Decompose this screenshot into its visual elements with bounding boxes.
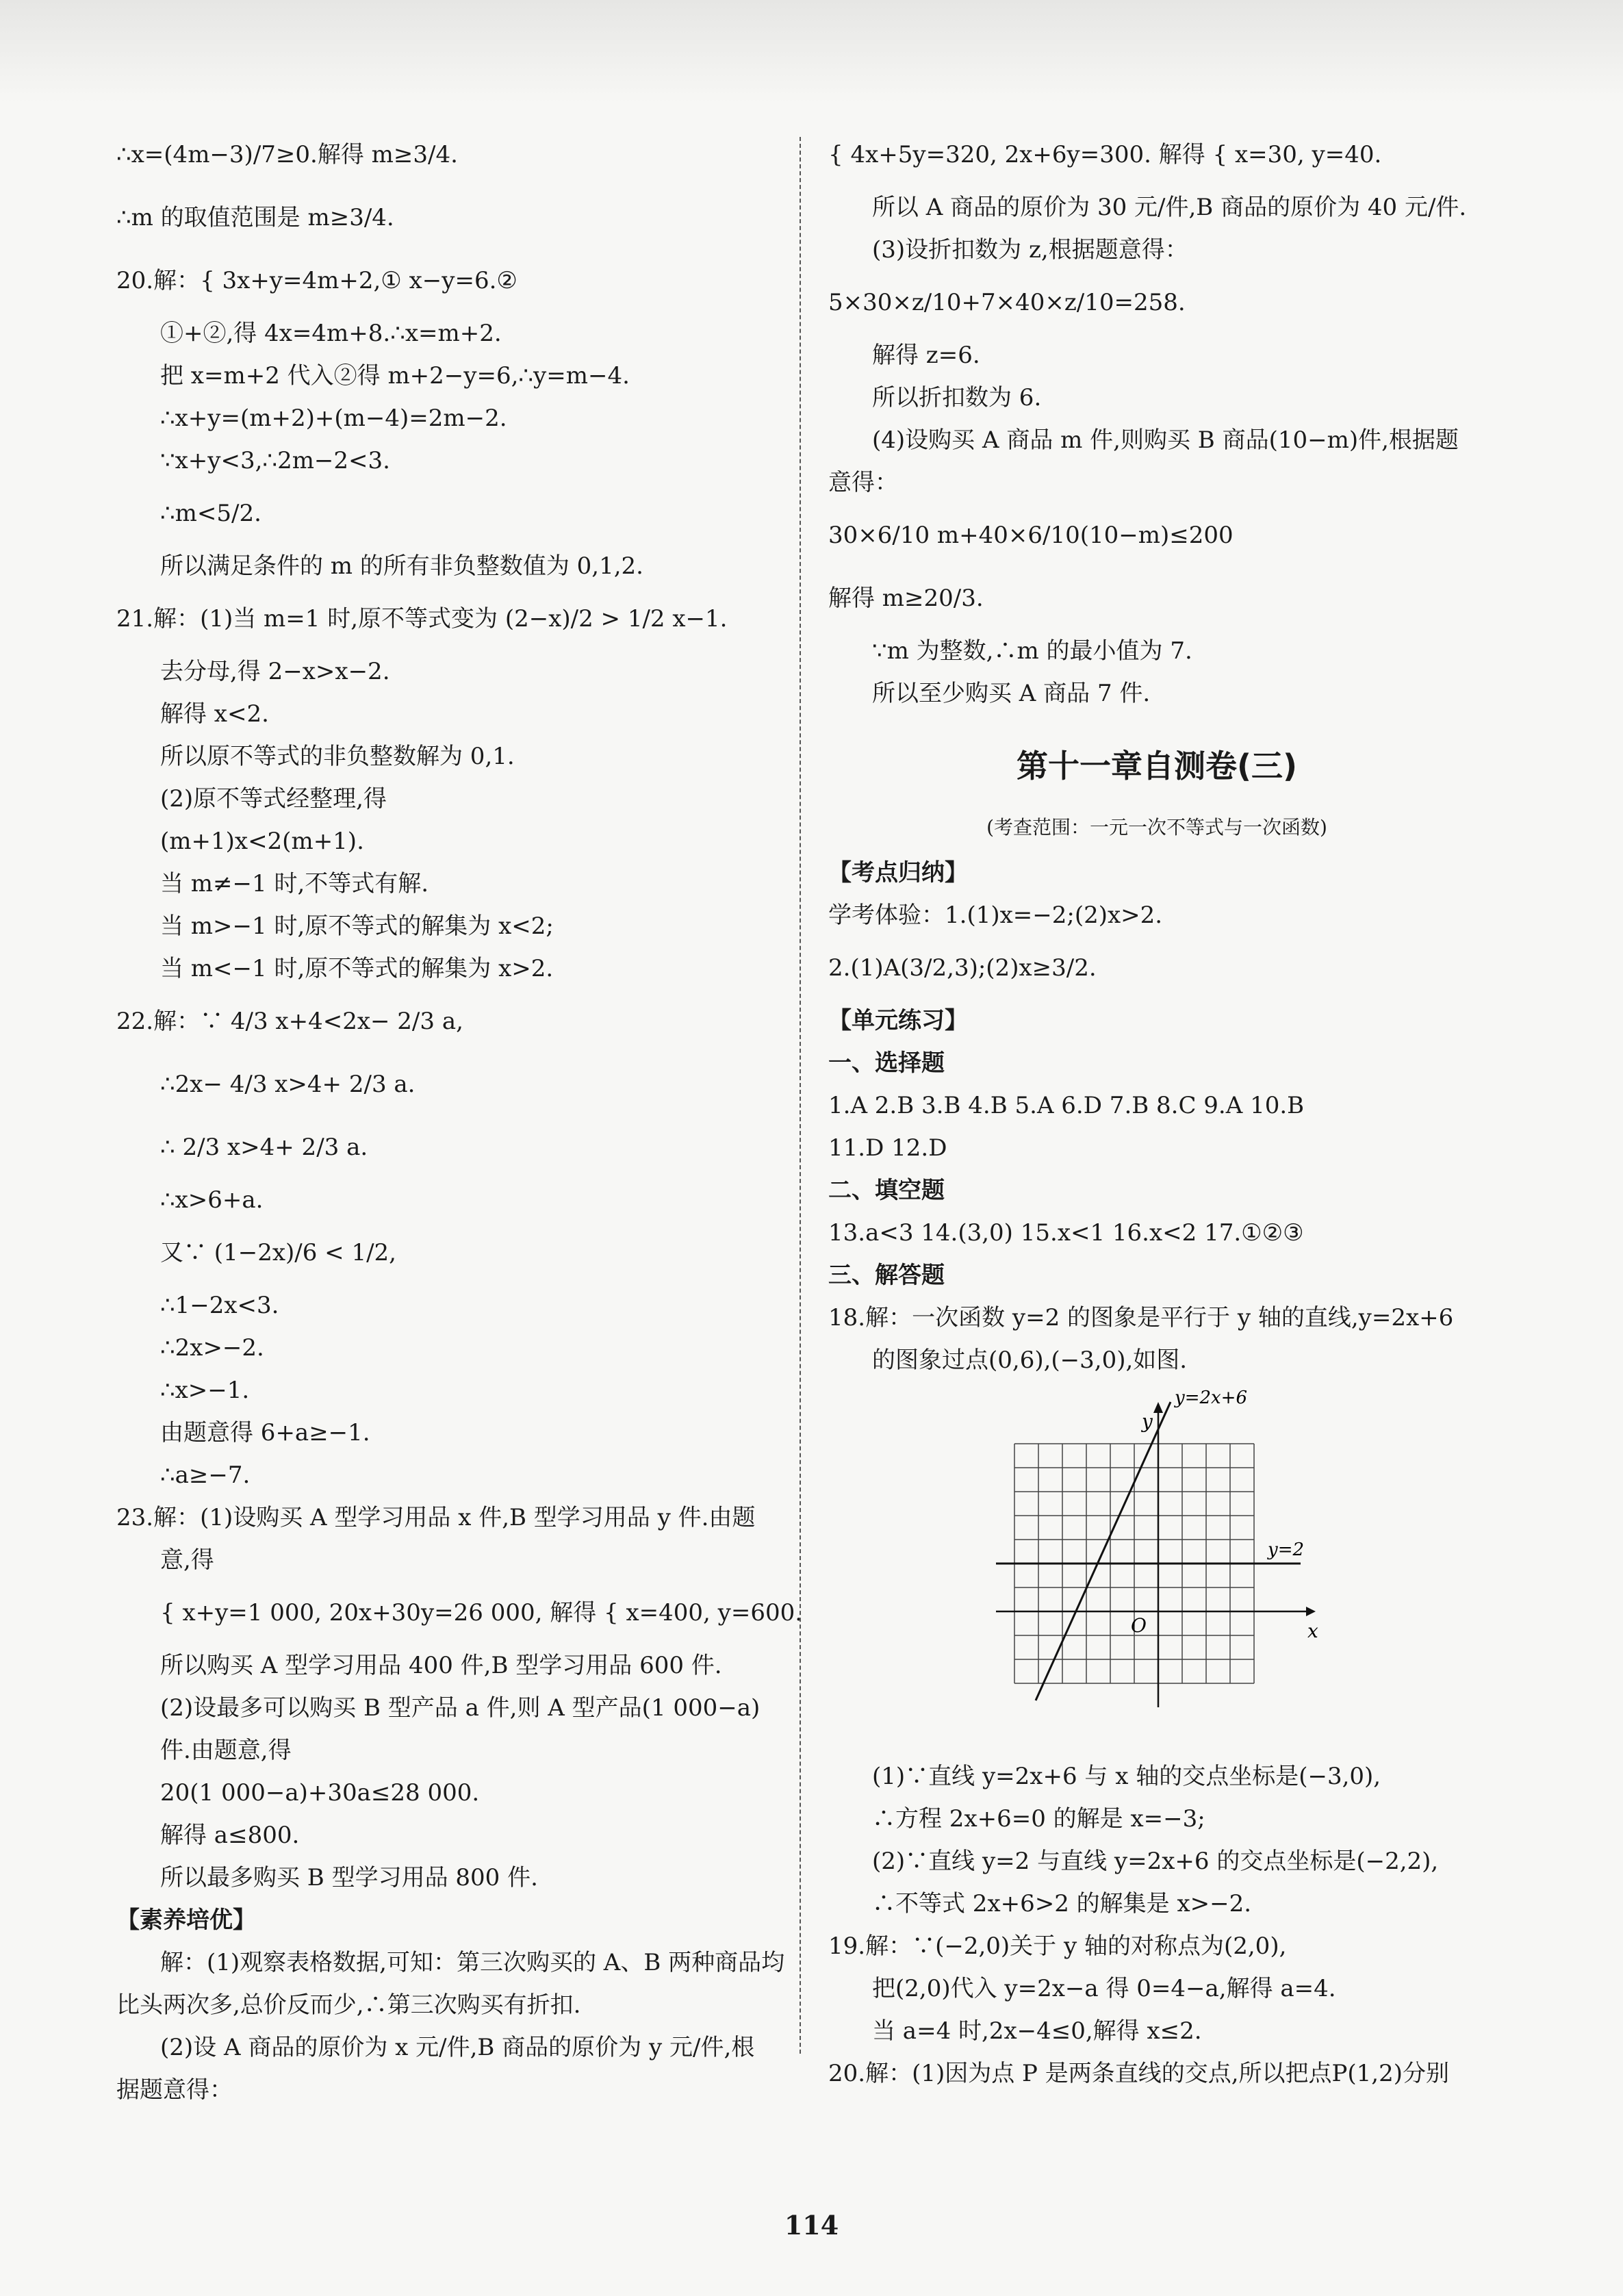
function-graph <box>986 1386 1342 1742</box>
text-line: ∴a≥−7. <box>160 1462 251 1489</box>
text-line: ∴方程 2x+6=0 的解是 x=−3; <box>872 1805 1205 1833</box>
section-heading: 【单元练习】 <box>828 1007 968 1034</box>
right-column <box>828 123 1485 2095</box>
text-line: 所以最多购买 B 型学习用品 800 件. <box>160 1864 538 1891</box>
text-line: 解得 z=6. <box>872 342 980 369</box>
text-line: 所以购买 A 型学习用品 400 件,B 型学习用品 600 件. <box>160 1652 722 1679</box>
text-line: 解得 a≤800. <box>160 1822 300 1849</box>
text-line: 解得 m≥20/3. <box>828 585 984 612</box>
text-line: 当 m>−1 时,原不等式的解集为 x<2; <box>160 913 554 940</box>
text-line: 由题意得 6+a≥−1. <box>160 1419 370 1446</box>
text-line: 解：(1)观察表格数据,可知：第三次购买的 A、B 两种商品均 <box>160 1949 785 1976</box>
text-line: ∴x+y=(m+2)+(m−4)=2m−2. <box>160 405 507 432</box>
text-line: 当 a=4 时,2x−4≤0,解得 x≤2. <box>872 2017 1202 2045</box>
hline-label: y=2 <box>1268 1540 1305 1560</box>
left-column <box>116 123 803 2111</box>
text-line: 11.D 12.D <box>828 1134 947 1162</box>
chapter-scope: (考查范围：一元一次不等式与一次函数) <box>986 816 1327 839</box>
text-line: 22.解：∵ 4/3 x+4<2x− 2/3 a, <box>116 1008 463 1035</box>
text-line: 又∵ (1−2x)/6 < 1/2, <box>160 1239 396 1266</box>
text-line: (2)设 A 商品的原价为 x 元/件,B 商品的原价为 y 元/件,根 <box>160 2034 755 2061</box>
text-line: 去分母,得 2−x>x−2. <box>160 658 390 685</box>
text-line: 20.解：{ 3x+y=4m+2,① x−y=6.② <box>116 267 517 294</box>
section-heading: 三、解答题 <box>828 1262 945 1289</box>
text-line: 解得 x<2. <box>160 700 269 728</box>
text-line: ∴m<5/2. <box>160 500 261 527</box>
text-line: { x+y=1 000, 20x+30y=26 000, 解得 { x=400, y=600. <box>160 1599 803 1627</box>
text-line: ①+②,得 4x=4m+8.∴x=m+2. <box>160 320 502 347</box>
y-axis-label: y <box>1142 1410 1153 1433</box>
line-y-equals-2x-plus-6 <box>1036 1402 1171 1700</box>
text-line: 18.解：一次函数 y=2 的图象是平行于 y 轴的直线,y=2x+6 <box>828 1304 1454 1331</box>
text-line: ∴x=(4m−3)/7≥0.解得 m≥3/4. <box>116 141 458 168</box>
text-line: 件.由题意,得 <box>160 1737 292 1764</box>
text-line: 学考体验：1.(1)x=−2;(2)x>2. <box>828 902 1163 929</box>
text-line: 30×6/10 m+40×6/10(10−m)≤200 <box>828 522 1234 549</box>
text-line: ∴ 2/3 x>4+ 2/3 a. <box>160 1134 368 1161</box>
text-line: 意得： <box>828 469 898 496</box>
y-axis-arrow-icon <box>1153 1402 1163 1413</box>
text-line: (3)设折扣数为 z,根据题意得： <box>872 236 1188 264</box>
text-line: 所以原不等式的非负整数解为 0,1. <box>160 743 515 770</box>
text-line: ∵x+y<3,∴2m−2<3. <box>160 447 390 474</box>
text-line: 当 m≠−1 时,不等式有解. <box>160 870 429 897</box>
section-heading: 【考点归纳】 <box>828 859 968 886</box>
text-line: 13.a<3 14.(3,0) 15.x<1 16.x<2 17.①②③ <box>828 1219 1304 1247</box>
text-line: ∴不等式 2x+6>2 的解集是 x>−2. <box>872 1890 1252 1917</box>
text-line: 23.解：(1)设购买 A 型学习用品 x 件,B 型学习用品 y 件.由题 <box>116 1504 756 1531</box>
text-line: ∴x>−1. <box>160 1377 250 1404</box>
text-line: 所以 A 商品的原价为 30 元/件,B 商品的原价为 40 元/件. <box>872 194 1467 221</box>
text-line: ∴1−2x<3. <box>160 1292 279 1319</box>
text-line: 1.A 2.B 3.B 4.B 5.A 6.D 7.B 8.C 9.A 10.B <box>828 1092 1305 1119</box>
text-line: (2)原不等式经整理,得 <box>160 785 387 813</box>
text-line: ∴m 的取值范围是 m≥3/4. <box>116 204 394 231</box>
text-line: 把(2,0)代入 y=2x−a 得 0=4−a,解得 a=4. <box>872 1975 1336 2002</box>
text-line: ∴2x− 4/3 x>4+ 2/3 a. <box>160 1071 416 1098</box>
text-line: (2)设最多可以购买 B 型产品 a 件,则 A 型产品(1 000−a) <box>160 1694 761 1722</box>
text-line: (m+1)x<2(m+1). <box>160 828 364 855</box>
text-line: 比头两次多,总价反而少,∴第三次购买有折扣. <box>116 1991 581 2019</box>
text-line: 所以至少购买 A 商品 7 件. <box>872 680 1151 707</box>
text-line: 20.解：(1)因为点 P 是两条直线的交点,所以把点P(1,2)分别 <box>828 2060 1450 2087</box>
page-number: 114 <box>784 2210 839 2241</box>
text-line: ∴x>6+a. <box>160 1186 264 1214</box>
column-divider <box>800 137 801 2054</box>
text-line: 据题意得： <box>116 2076 233 2104</box>
x-axis-arrow-icon <box>1306 1607 1316 1616</box>
text-line: 5×30×z/10+7×40×z/10=258. <box>828 289 1186 316</box>
chapter-title: 第十一章自测卷(三) <box>1016 748 1298 785</box>
text-line: (2)∵直线 y=2 与直线 y=2x+6 的交点坐标是(−2,2), <box>872 1848 1439 1875</box>
text-line: 19.解：∵(−2,0)关于 y 轴的对称点为(2,0), <box>828 1933 1287 1960</box>
text-line: 所以折扣数为 6. <box>872 384 1042 411</box>
x-axis-label: x <box>1307 1620 1318 1642</box>
text-line: 20(1 000−a)+30a≤28 000. <box>160 1779 480 1807</box>
text-line: 的图象过点(0,6),(−3,0),如图. <box>872 1347 1188 1374</box>
text-line: 21.解：(1)当 m=1 时,原不等式变为 (2−x)/2 > 1/2 x−1. <box>116 605 728 633</box>
text-line: (1)∵直线 y=2x+6 与 x 轴的交点坐标是(−3,0), <box>872 1763 1381 1790</box>
line-label: y=2x+6 <box>1175 1388 1248 1408</box>
section-heading: 二、填空题 <box>828 1177 945 1204</box>
text-line: 当 m<−1 时,原不等式的解集为 x>2. <box>160 955 554 982</box>
text-line: ∴2x>−2. <box>160 1334 264 1362</box>
text-line: { 4x+5y=320, 2x+6y=300. 解得 { x=30, y=40. <box>828 141 1382 168</box>
scan-top-band <box>0 0 1623 103</box>
text-line: (4)设购买 A 商品 m 件,则购买 B 商品(10−m)件,根据题 <box>872 426 1459 454</box>
origin-label: O <box>1131 1614 1147 1637</box>
text-line: 把 x=m+2 代入②得 m+2−y=6,∴y=m−4. <box>160 362 630 390</box>
text-line: 所以满足条件的 m 的所有非负整数值为 0,1,2. <box>160 552 643 580</box>
section-heading: 【素养培优】 <box>116 1906 256 1934</box>
text-line: 2.(1)A(3/2,3);(2)x≥3/2. <box>828 954 1097 982</box>
text-line: 意,得 <box>160 1546 214 1574</box>
section-heading: 一、选择题 <box>828 1049 945 1077</box>
text-line: ∵m 为整数,∴m 的最小值为 7. <box>872 637 1192 665</box>
